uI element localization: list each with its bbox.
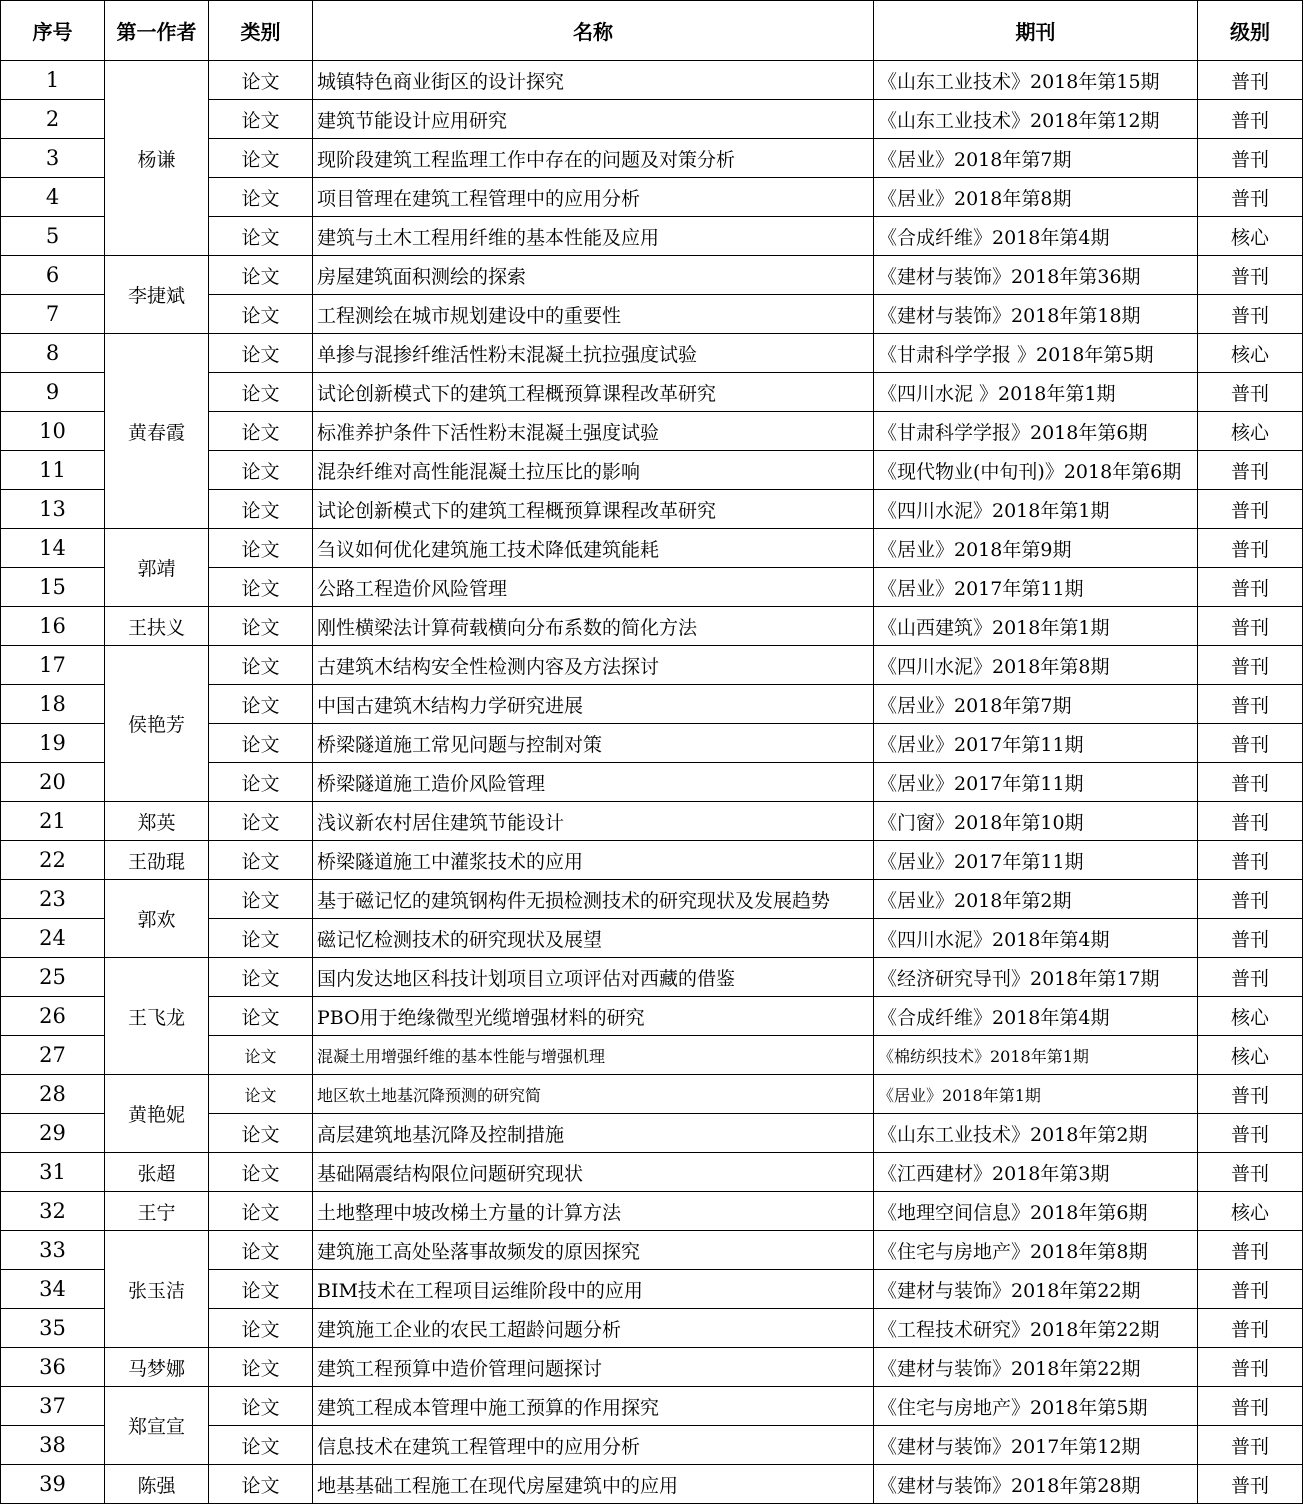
cell-category: 论文 bbox=[209, 529, 313, 568]
cell-title: 建筑与土木工程用纤维的基本性能及应用 bbox=[313, 217, 874, 256]
cell-journal: 《甘肃科学学报》2018年第6期 bbox=[874, 412, 1198, 451]
cell-title: 标准养护条件下活性粉末混凝土强度试验 bbox=[313, 412, 874, 451]
cell-index: 24 bbox=[1, 919, 105, 958]
cell-index: 10 bbox=[1, 412, 105, 451]
cell-journal: 《居业》2018年第1期 bbox=[874, 1075, 1198, 1114]
cell-level: 普刊 bbox=[1198, 256, 1303, 295]
cell-index: 16 bbox=[1, 607, 105, 646]
cell-level: 普刊 bbox=[1198, 61, 1303, 100]
table-row bbox=[1, 1231, 1303, 1270]
cell-category: 论文 bbox=[209, 880, 313, 919]
cell-level: 普刊 bbox=[1198, 295, 1303, 334]
cell-title: 古建筑木结构安全性检测内容及方法探讨 bbox=[313, 646, 874, 685]
cell-category: 论文 bbox=[209, 1036, 313, 1075]
cell-journal: 《四川水泥 》2018年第1期 bbox=[874, 373, 1198, 412]
cell-author: 郭欢 bbox=[105, 880, 209, 958]
cell-journal: 《住宅与房地产》2018年第5期 bbox=[874, 1387, 1198, 1426]
cell-level: 普刊 bbox=[1198, 1114, 1303, 1153]
cell-category: 论文 bbox=[209, 1387, 313, 1426]
cell-journal: 《现代物业(中旬刊)》2018年第6期 bbox=[874, 451, 1198, 490]
cell-title: 地区软土地基沉降预测的研究简 bbox=[313, 1075, 874, 1114]
cell-journal: 《山东工业技术》2018年第12期 bbox=[874, 100, 1198, 139]
cell-level: 普刊 bbox=[1198, 100, 1303, 139]
cell-index: 6 bbox=[1, 256, 105, 295]
cell-index: 35 bbox=[1, 1309, 105, 1348]
cell-index: 8 bbox=[1, 334, 105, 373]
cell-title: 混杂纤维对高性能混凝土拉压比的影响 bbox=[313, 451, 874, 490]
cell-level: 普刊 bbox=[1198, 451, 1303, 490]
cell-level: 核心 bbox=[1198, 334, 1303, 373]
cell-index: 3 bbox=[1, 139, 105, 178]
cell-level: 普刊 bbox=[1198, 1465, 1303, 1504]
cell-title: 试论创新模式下的建筑工程概预算课程改革研究 bbox=[313, 373, 874, 412]
cell-title: 桥梁隧道施工中灌浆技术的应用 bbox=[313, 841, 874, 880]
cell-category: 论文 bbox=[209, 256, 313, 295]
cell-level: 普刊 bbox=[1198, 724, 1303, 763]
cell-index: 37 bbox=[1, 1387, 105, 1426]
cell-author: 王扶义 bbox=[105, 607, 209, 646]
cell-index: 13 bbox=[1, 490, 105, 529]
cell-level: 普刊 bbox=[1198, 958, 1303, 997]
table-row bbox=[1, 880, 1303, 919]
cell-index: 33 bbox=[1, 1231, 105, 1270]
cell-index: 38 bbox=[1, 1426, 105, 1465]
cell-title: 现阶段建筑工程监理工作中存在的问题及对策分析 bbox=[313, 139, 874, 178]
cell-category: 论文 bbox=[209, 997, 313, 1036]
cell-index: 11 bbox=[1, 451, 105, 490]
cell-title: 刍议如何优化建筑施工技术降低建筑能耗 bbox=[313, 529, 874, 568]
cell-index: 7 bbox=[1, 295, 105, 334]
cell-category: 论文 bbox=[209, 1231, 313, 1270]
cell-index: 20 bbox=[1, 763, 105, 802]
cell-index: 18 bbox=[1, 685, 105, 724]
table-row bbox=[1, 334, 1303, 373]
cell-level: 普刊 bbox=[1198, 1426, 1303, 1465]
cell-journal: 《建材与装饰》2017年第12期 bbox=[874, 1426, 1198, 1465]
table-row bbox=[1, 1153, 1303, 1192]
cell-journal: 《四川水泥》2018年第1期 bbox=[874, 490, 1198, 529]
cell-author: 陈强 bbox=[105, 1465, 209, 1504]
cell-level: 普刊 bbox=[1198, 1309, 1303, 1348]
header-category: 类别 bbox=[209, 1, 313, 61]
cell-level: 普刊 bbox=[1198, 529, 1303, 568]
cell-title: 房屋建筑面积测绘的探索 bbox=[313, 256, 874, 295]
cell-title: PBO用于绝缘微型光缆增强材料的研究 bbox=[313, 997, 874, 1036]
cell-title: 浅议新农村居住建筑节能设计 bbox=[313, 802, 874, 841]
cell-level: 普刊 bbox=[1198, 178, 1303, 217]
cell-index: 29 bbox=[1, 1114, 105, 1153]
cell-author: 李捷斌 bbox=[105, 256, 209, 334]
cell-index: 19 bbox=[1, 724, 105, 763]
cell-author: 侯艳芳 bbox=[105, 646, 209, 802]
cell-author: 杨谦 bbox=[105, 61, 209, 256]
cell-journal: 《居业》2018年第8期 bbox=[874, 178, 1198, 217]
table-body bbox=[1, 61, 1303, 1504]
cell-level: 普刊 bbox=[1198, 802, 1303, 841]
cell-journal: 《山西建筑》2018年第1期 bbox=[874, 607, 1198, 646]
cell-level: 普刊 bbox=[1198, 373, 1303, 412]
cell-title: 单掺与混掺纤维活性粉末混凝土抗拉强度试验 bbox=[313, 334, 874, 373]
cell-level: 核心 bbox=[1198, 217, 1303, 256]
cell-index: 28 bbox=[1, 1075, 105, 1114]
cell-journal: 《建材与装饰》2018年第18期 bbox=[874, 295, 1198, 334]
cell-category: 论文 bbox=[209, 1348, 313, 1387]
cell-author: 黄艳妮 bbox=[105, 1075, 209, 1153]
cell-index: 23 bbox=[1, 880, 105, 919]
table-row bbox=[1, 607, 1303, 646]
cell-journal: 《合成纤维》2018年第4期 bbox=[874, 997, 1198, 1036]
cell-level: 普刊 bbox=[1198, 763, 1303, 802]
cell-title: 磁记忆检测技术的研究现状及展望 bbox=[313, 919, 874, 958]
cell-author: 王宁 bbox=[105, 1192, 209, 1231]
cell-author: 王劭琨 bbox=[105, 841, 209, 880]
cell-journal: 《居业》2017年第11期 bbox=[874, 568, 1198, 607]
cell-index: 1 bbox=[1, 61, 105, 100]
cell-category: 论文 bbox=[209, 607, 313, 646]
cell-title: 工程测绘在城市规划建设中的重要性 bbox=[313, 295, 874, 334]
cell-index: 21 bbox=[1, 802, 105, 841]
cell-title: 混凝土用增强纤维的基本性能与增强机理 bbox=[313, 1036, 874, 1075]
header-author: 第一作者 bbox=[105, 1, 209, 61]
table-row bbox=[1, 841, 1303, 880]
cell-level: 普刊 bbox=[1198, 841, 1303, 880]
cell-journal: 《居业》2017年第11期 bbox=[874, 724, 1198, 763]
cell-author: 郑宣宣 bbox=[105, 1387, 209, 1465]
cell-author: 郭靖 bbox=[105, 529, 209, 607]
cell-author: 王飞龙 bbox=[105, 958, 209, 1075]
cell-journal: 《居业》2018年第7期 bbox=[874, 139, 1198, 178]
cell-category: 论文 bbox=[209, 1153, 313, 1192]
cell-journal: 《居业》2018年第7期 bbox=[874, 685, 1198, 724]
cell-journal: 《居业》2018年第2期 bbox=[874, 880, 1198, 919]
cell-index: 2 bbox=[1, 100, 105, 139]
cell-index: 22 bbox=[1, 841, 105, 880]
cell-journal: 《地理空间信息》2018年第6期 bbox=[874, 1192, 1198, 1231]
cell-journal: 《住宅与房地产》2018年第8期 bbox=[874, 1231, 1198, 1270]
cell-index: 36 bbox=[1, 1348, 105, 1387]
cell-level: 普刊 bbox=[1198, 646, 1303, 685]
cell-index: 39 bbox=[1, 1465, 105, 1504]
cell-title: 中国古建筑木结构力学研究进展 bbox=[313, 685, 874, 724]
cell-title: 试论创新模式下的建筑工程概预算课程改革研究 bbox=[313, 490, 874, 529]
cell-category: 论文 bbox=[209, 568, 313, 607]
table-row bbox=[1, 529, 1303, 568]
cell-category: 论文 bbox=[209, 100, 313, 139]
cell-journal: 《山东工业技术》2018年第15期 bbox=[874, 61, 1198, 100]
cell-category: 论文 bbox=[209, 646, 313, 685]
cell-journal: 《山东工业技术》2018年第2期 bbox=[874, 1114, 1198, 1153]
table-row bbox=[1, 256, 1303, 295]
cell-category: 论文 bbox=[209, 178, 313, 217]
cell-category: 论文 bbox=[209, 685, 313, 724]
cell-index: 9 bbox=[1, 373, 105, 412]
cell-journal: 《居业》2017年第11期 bbox=[874, 841, 1198, 880]
cell-title: 城镇特色商业街区的设计探究 bbox=[313, 61, 874, 100]
cell-category: 论文 bbox=[209, 1114, 313, 1153]
cell-journal: 《建材与装饰》2018年第22期 bbox=[874, 1270, 1198, 1309]
cell-journal: 《居业》2018年第9期 bbox=[874, 529, 1198, 568]
table-row bbox=[1, 1387, 1303, 1426]
cell-level: 普刊 bbox=[1198, 139, 1303, 178]
cell-category: 论文 bbox=[209, 802, 313, 841]
cell-author: 张玉洁 bbox=[105, 1231, 209, 1348]
cell-title: 建筑施工高处坠落事故频发的原因探究 bbox=[313, 1231, 874, 1270]
cell-index: 34 bbox=[1, 1270, 105, 1309]
cell-index: 32 bbox=[1, 1192, 105, 1231]
cell-level: 普刊 bbox=[1198, 568, 1303, 607]
cell-title: 建筑施工企业的农民工超龄问题分析 bbox=[313, 1309, 874, 1348]
table-row bbox=[1, 1192, 1303, 1231]
cell-title: 地基基础工程施工在现代房屋建筑中的应用 bbox=[313, 1465, 874, 1504]
cell-title: 刚性横梁法计算荷载横向分布系数的简化方法 bbox=[313, 607, 874, 646]
cell-journal: 《建材与装饰》2018年第36期 bbox=[874, 256, 1198, 295]
cell-level: 核心 bbox=[1198, 997, 1303, 1036]
cell-author: 郑英 bbox=[105, 802, 209, 841]
cell-level: 普刊 bbox=[1198, 1387, 1303, 1426]
cell-journal: 《江西建材》2018年第3期 bbox=[874, 1153, 1198, 1192]
cell-level: 普刊 bbox=[1198, 1153, 1303, 1192]
cell-title: BIM技术在工程项目运维阶段中的应用 bbox=[313, 1270, 874, 1309]
header-title: 名称 bbox=[313, 1, 874, 61]
cell-category: 论文 bbox=[209, 1465, 313, 1504]
cell-journal: 《工程技术研究》2018年第22期 bbox=[874, 1309, 1198, 1348]
cell-level: 普刊 bbox=[1198, 919, 1303, 958]
cell-category: 论文 bbox=[209, 61, 313, 100]
cell-category: 论文 bbox=[209, 1426, 313, 1465]
cell-index: 31 bbox=[1, 1153, 105, 1192]
header-journal: 期刊 bbox=[874, 1, 1198, 61]
cell-title: 信息技术在建筑工程管理中的应用分析 bbox=[313, 1426, 874, 1465]
cell-index: 14 bbox=[1, 529, 105, 568]
table-row bbox=[1, 958, 1303, 997]
cell-category: 论文 bbox=[209, 1270, 313, 1309]
table-row bbox=[1, 802, 1303, 841]
cell-category: 论文 bbox=[209, 1192, 313, 1231]
cell-author: 张超 bbox=[105, 1153, 209, 1192]
header-level: 级别 bbox=[1198, 1, 1303, 61]
cell-category: 论文 bbox=[209, 724, 313, 763]
cell-index: 17 bbox=[1, 646, 105, 685]
cell-level: 核心 bbox=[1198, 412, 1303, 451]
cell-level: 核心 bbox=[1198, 1036, 1303, 1075]
cell-journal: 《居业》2017年第11期 bbox=[874, 763, 1198, 802]
cell-index: 4 bbox=[1, 178, 105, 217]
cell-category: 论文 bbox=[209, 958, 313, 997]
table-row bbox=[1, 61, 1303, 100]
cell-title: 建筑节能设计应用研究 bbox=[313, 100, 874, 139]
cell-category: 论文 bbox=[209, 1075, 313, 1114]
cell-title: 基础隔震结构限位问题研究现状 bbox=[313, 1153, 874, 1192]
cell-index: 25 bbox=[1, 958, 105, 997]
cell-category: 论文 bbox=[209, 763, 313, 802]
cell-category: 论文 bbox=[209, 841, 313, 880]
cell-category: 论文 bbox=[209, 451, 313, 490]
cell-category: 论文 bbox=[209, 295, 313, 334]
table-row bbox=[1, 1465, 1303, 1504]
cell-journal: 《建材与装饰》2018年第28期 bbox=[874, 1465, 1198, 1504]
cell-index: 27 bbox=[1, 1036, 105, 1075]
cell-journal: 《经济研究导刊》2018年第17期 bbox=[874, 958, 1198, 997]
cell-level: 普刊 bbox=[1198, 1270, 1303, 1309]
cell-category: 论文 bbox=[209, 139, 313, 178]
cell-index: 5 bbox=[1, 217, 105, 256]
cell-journal: 《合成纤维》2018年第4期 bbox=[874, 217, 1198, 256]
cell-title: 建筑工程成本管理中施工预算的作用探究 bbox=[313, 1387, 874, 1426]
cell-title: 桥梁隧道施工造价风险管理 bbox=[313, 763, 874, 802]
cell-journal: 《四川水泥》2018年第8期 bbox=[874, 646, 1198, 685]
cell-level: 普刊 bbox=[1198, 685, 1303, 724]
cell-author: 黄春霞 bbox=[105, 334, 209, 529]
table-row bbox=[1, 1075, 1303, 1114]
table-row bbox=[1, 646, 1303, 685]
cell-level: 普刊 bbox=[1198, 1348, 1303, 1387]
cell-title: 公路工程造价风险管理 bbox=[313, 568, 874, 607]
cell-category: 论文 bbox=[209, 412, 313, 451]
cell-title: 国内发达地区科技计划项目立项评估对西藏的借鉴 bbox=[313, 958, 874, 997]
cell-category: 论文 bbox=[209, 490, 313, 529]
cell-title: 基于磁记忆的建筑钢构件无损检测技术的研究现状及发展趋势 bbox=[313, 880, 874, 919]
cell-category: 论文 bbox=[209, 1309, 313, 1348]
cell-category: 论文 bbox=[209, 919, 313, 958]
cell-author: 马梦娜 bbox=[105, 1348, 209, 1387]
cell-level: 普刊 bbox=[1198, 1075, 1303, 1114]
cell-journal: 《棉纺织技术》2018年第1期 bbox=[874, 1036, 1198, 1075]
cell-category: 论文 bbox=[209, 373, 313, 412]
cell-journal: 《四川水泥》2018年第4期 bbox=[874, 919, 1198, 958]
cell-title: 项目管理在建筑工程管理中的应用分析 bbox=[313, 178, 874, 217]
cell-title: 高层建筑地基沉降及控制措施 bbox=[313, 1114, 874, 1153]
cell-title: 土地整理中坡改梯土方量的计算方法 bbox=[313, 1192, 874, 1231]
cell-category: 论文 bbox=[209, 217, 313, 256]
cell-title: 建筑工程预算中造价管理问题探讨 bbox=[313, 1348, 874, 1387]
table-row bbox=[1, 1348, 1303, 1387]
cell-level: 普刊 bbox=[1198, 1231, 1303, 1270]
cell-index: 26 bbox=[1, 997, 105, 1036]
cell-level: 核心 bbox=[1198, 1192, 1303, 1231]
header-row bbox=[1, 1, 1303, 61]
cell-journal: 《建材与装饰》2018年第22期 bbox=[874, 1348, 1198, 1387]
cell-index: 15 bbox=[1, 568, 105, 607]
cell-title: 桥梁隧道施工常见问题与控制对策 bbox=[313, 724, 874, 763]
header-index: 序号 bbox=[1, 1, 105, 61]
cell-level: 普刊 bbox=[1198, 607, 1303, 646]
cell-category: 论文 bbox=[209, 334, 313, 373]
cell-level: 普刊 bbox=[1198, 880, 1303, 919]
cell-level: 普刊 bbox=[1198, 490, 1303, 529]
cell-journal: 《甘肃科学学报 》2018年第5期 bbox=[874, 334, 1198, 373]
cell-journal: 《门窗》2018年第10期 bbox=[874, 802, 1198, 841]
